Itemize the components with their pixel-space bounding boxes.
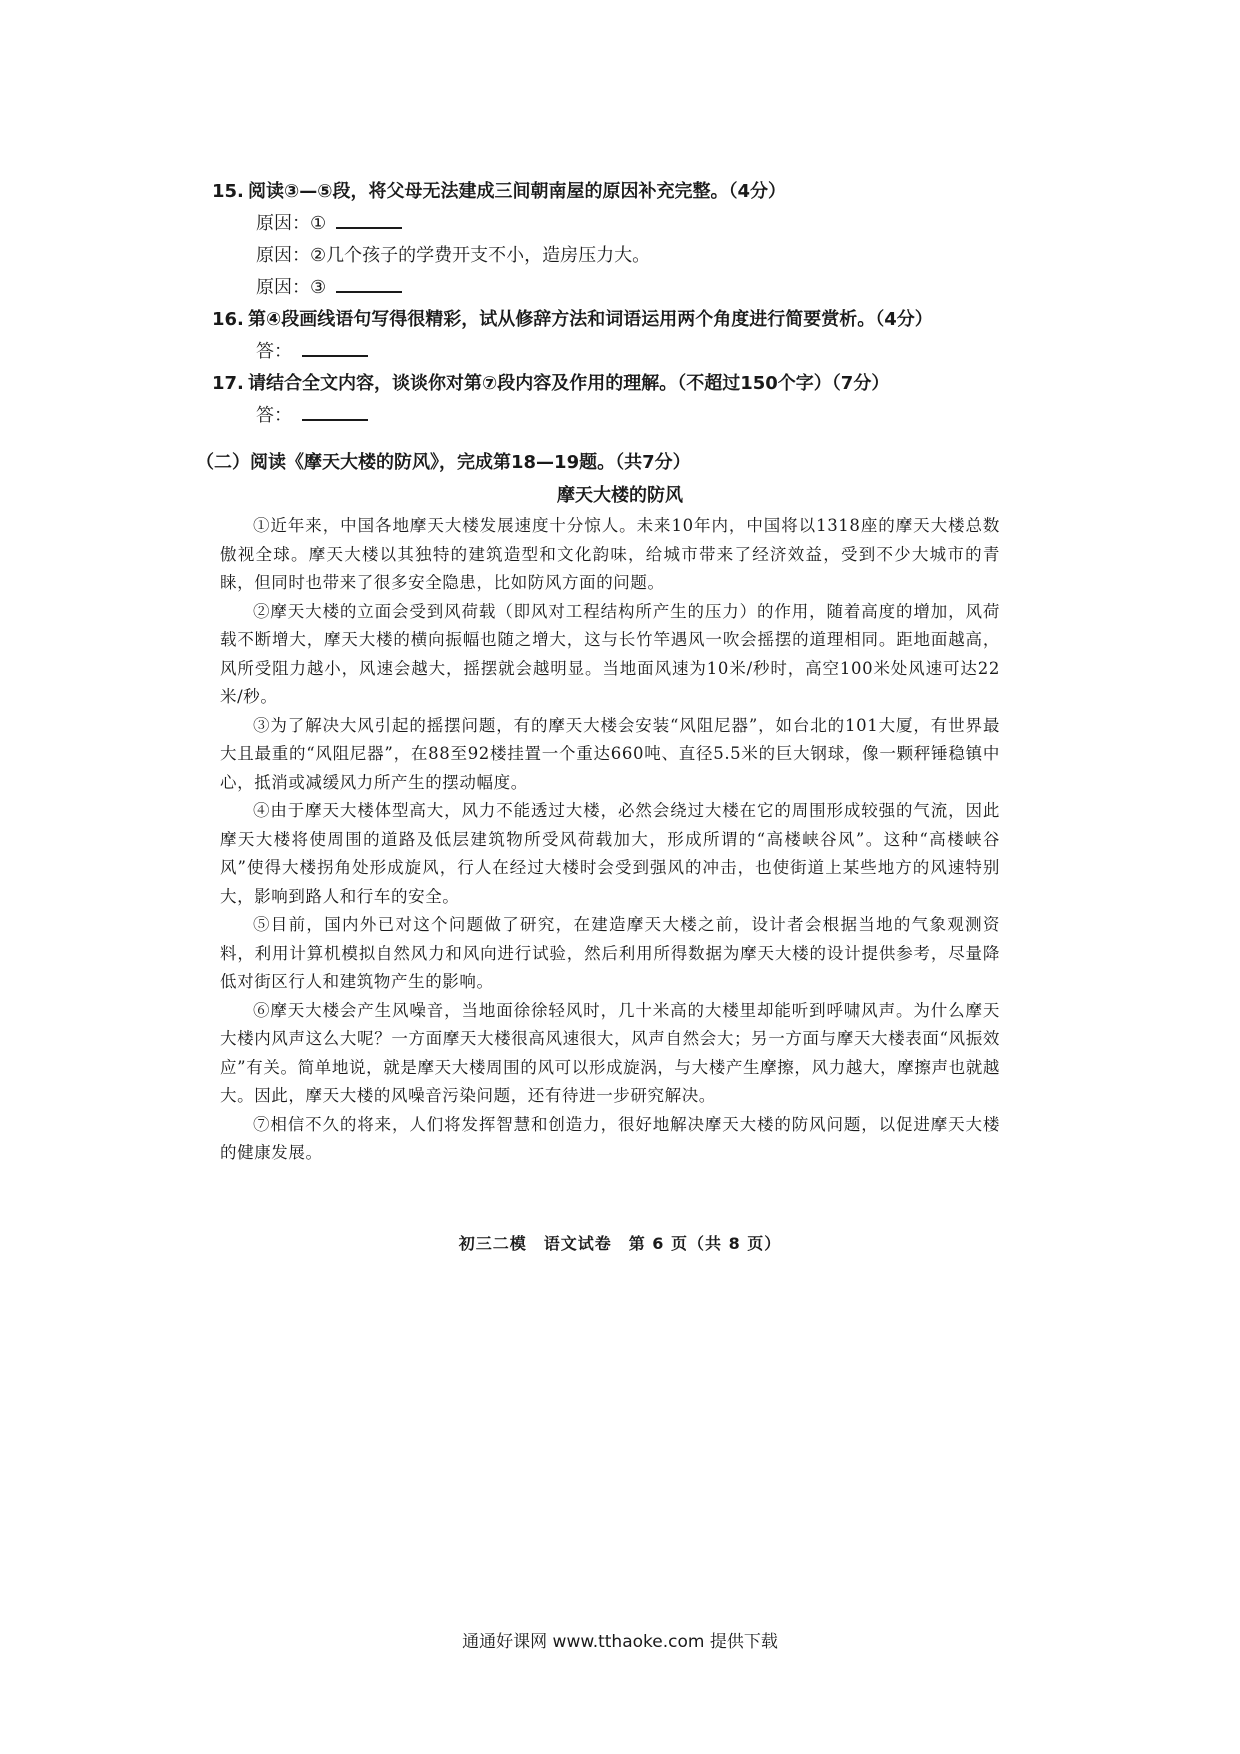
article-title: 摩天大楼的防风 [557, 485, 683, 506]
question-16 [212, 304, 1012, 368]
answer-label: 答： [256, 341, 292, 362]
answer-blank [336, 275, 402, 293]
answer-blank [302, 403, 368, 421]
answer-blank [302, 339, 368, 357]
paragraph-3: ③为了解决大风引起的摇摆问题，有的摩天大楼会安装“风阻尼器”，如台北的101大厦，有世界最大且最重的“风阻尼器”，在88至92楼挂置一个重达660吨、直径5.5米的巨大钢球，像一颗秤锤稳镇中心，抵消或减缓风力所产生的摆动幅度。 [220, 715, 1000, 792]
question-list [212, 176, 1012, 432]
answer-blank [336, 211, 402, 229]
article-body [220, 512, 1000, 1168]
paragraph-1: ①近年来，中国各地摩天大楼发展速度十分惊人。未来10年内，中国将以1318座的摩天大楼总数傲视全球。摩天大楼以其独特的建筑造型和文化韵味，给城市带来了经济效益，受到不少大城市的青睐，但同时也带来了很多安全隐患，比如防风方面的问题。 [220, 516, 1000, 592]
question-number: 17. [212, 373, 244, 394]
paragraph-2: ②摩天大楼的立面会受到风荷载（即风对工程结构所产生的压力）的作用，随着高度的增加，风荷载不断增大，摩天大楼的横向振幅也随之增大，这与长竹竿遇风一吹会摇摆的道理相同。距地面越高，风所受阻力越小，风速会越大，摇摆就会越明显。当地面风速为10米/秒时，高空100米处风速可达22米/秒。 [220, 601, 1000, 706]
download-credit: 通通好课网 www.tthaoke.com 提供下载 [462, 1632, 778, 1652]
paragraph-4: ④由于摩天大楼体型高大，风力不能透过大楼，必然会绕过大楼在它的周围形成较强的气流，因此摩天大楼将使周围的道路及低层建筑物所受风荷载加大，形成所谓的“高楼峡谷风”。这种“高楼峡谷风”使得大楼拐角处形成旋风，行人在经过大楼时会受到强风的冲击，也使街道上某些地方的风速特别大，影响到路人和行车的安全。 [220, 801, 1000, 906]
paragraph-7: ⑦相信不久的将来，人们将发挥智慧和创造力，很好地解决摩天大楼的防风问题，以促进摩天大楼的健康发展。 [220, 1114, 1000, 1162]
answer-label: 原因：③ [256, 277, 327, 298]
question-number: 16. [212, 309, 244, 330]
question-15 [212, 176, 1012, 304]
answer-line [212, 400, 1012, 432]
question-number: 15. [212, 181, 244, 202]
paragraph-5: ⑤目前，国内外已对这个问题做了研究，在建造摩天大楼之前，设计者会根据当地的气象观测资料，利用计算机模拟自然风力和风向进行试验，然后利用所得数据为摩天大楼的设计提供参考，尽量降低对街区行人和建筑物产生的影响。 [220, 915, 1000, 991]
answer-line [212, 240, 1012, 272]
answer-label: 原因：① [256, 213, 327, 234]
answer-line [212, 272, 1012, 304]
paragraph-6: ⑥摩天大楼会产生风噪音，当地面徐徐轻风时，几十米高的大楼里却能听到呼啸风声。为什么摩天大楼内风声这么大呢？一方面摩天大楼很高风速很大，风声自然会大；另一方面与摩天大楼表面“风振效应”有关。简单地说，就是摩天大楼周围的风可以形成旋涡，与大楼产生摩擦，风力越大，摩擦声也就越大。因此，摩天大楼的风噪音污染问题，还有待进一步研究解决。 [220, 1000, 1000, 1105]
answer-label: 原因：②几个孩子的学费开支不小，造房压力大。 [256, 245, 651, 266]
question-text: 请结合全文内容，谈谈你对第⑦段内容及作用的理解。（不超过150个字）（7分） [248, 373, 890, 394]
page-footer: 初三二模 语文试卷 第 6 页（共 8 页） [458, 1234, 782, 1253]
answer-line [212, 336, 1012, 368]
question-text: 第④段画线语句写得很精彩，试从修辞方法和词语运用两个角度进行简要赏析。（4分） [248, 309, 933, 330]
question-17 [212, 368, 1012, 432]
question-text: 阅读③—⑤段，将父母无法建成三间朝南屋的原因补充完整。（4分） [248, 181, 787, 202]
section-heading: （二）阅读《摩天大楼的防风》，完成第18—19题。（共7分） [196, 452, 691, 473]
answer-label: 答： [256, 405, 292, 426]
answer-line [212, 208, 1012, 240]
